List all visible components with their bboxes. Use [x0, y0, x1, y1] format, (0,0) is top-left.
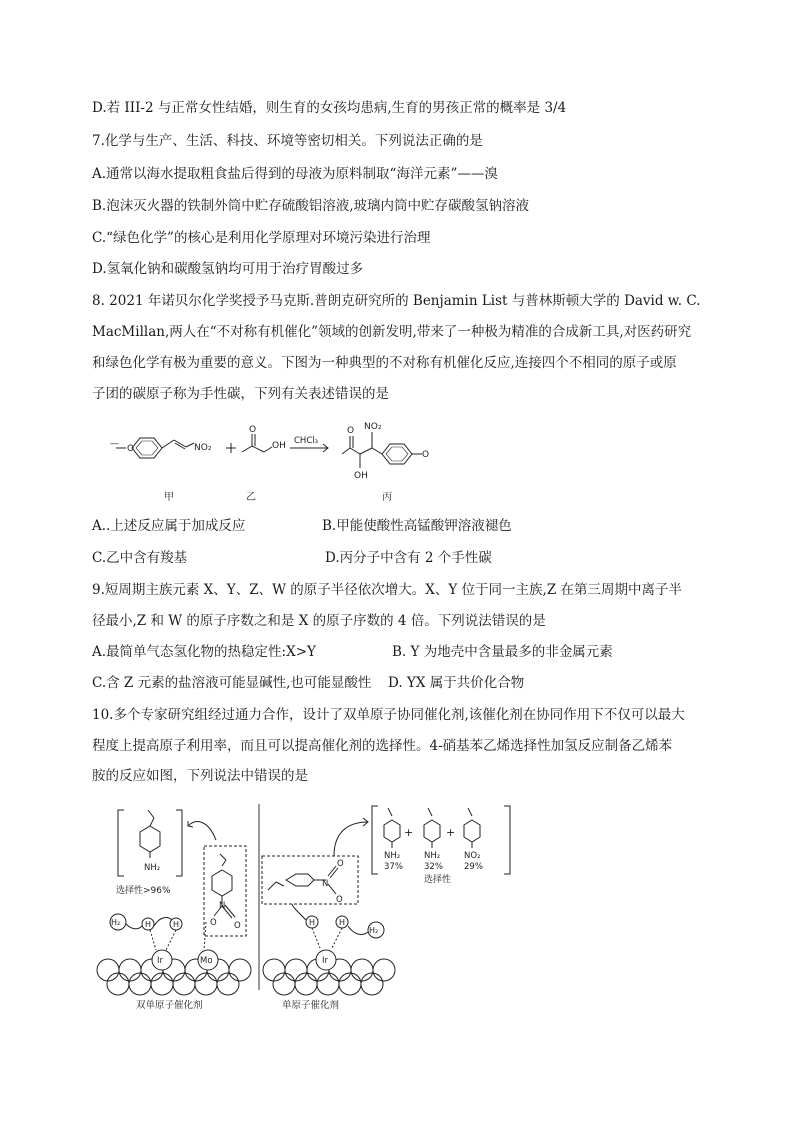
q7-stem: 7.化学与生产、生活、科技、环境等密切相关。下列说法正确的是: [92, 133, 483, 149]
q10-right-pct-1: 37%: [384, 862, 403, 872]
q10-left-nitro-o2: O: [234, 921, 241, 931]
q8-bing-o-label: O: [347, 426, 355, 436]
q8-bing-oh-label: OH: [354, 471, 368, 481]
q9-stem-line-2: 径最小,Z 和 W 的原子序数之和是 X 的原子序数的 4 倍。下列说法错误的是: [92, 613, 546, 629]
q8-jia-no2-label: NO₂: [194, 443, 212, 453]
q10-catalyst-figure: [96, 800, 516, 1015]
q10-right-no2: NO₂: [464, 851, 481, 861]
q10-left-h2: H₂: [111, 918, 121, 927]
q10-left-caption: 双单原子催化剂: [136, 1000, 203, 1011]
q7-option-d: D.氢氧化钠和碳酸氢钠均可用于治疗胃酸过多: [92, 261, 364, 277]
q8-stem-line-2: MacMillan,两人在“不对称有机催化”领域的创新发明,带来了一种极为精准的合成新工具,对医药研究: [92, 324, 692, 340]
q8-label-yi: 乙: [246, 492, 256, 503]
q10-right-caption: 单原子催化剂: [282, 1000, 340, 1011]
q10-left-ir: Ir: [157, 956, 164, 966]
q8-yi-o-label: O: [249, 425, 257, 435]
q8-reaction-figure: [110, 412, 470, 508]
q6-option-d: D.若 III-2 与正常女性结婚，则生育的女孩均患病,生育的男孩正常的概率是 3/4: [92, 100, 567, 116]
q10-right-selectivity: 选择性: [424, 875, 452, 885]
q10-right-pct-3: 29%: [464, 862, 483, 872]
q8-yi-oh-label: OH: [272, 441, 286, 451]
q8-bing-no2-label: NO₂: [364, 422, 382, 432]
q7-option-b: B.泡沫灭火器的铁制外筒中贮存硫酸铝溶液,玻璃内筒中贮存碳酸氢钠溶液: [92, 198, 530, 214]
q7-option-a: A.通常以海水提取粗食盐后得到的母液为原料制取“海洋元素”——溴: [92, 166, 498, 182]
q10-right-h-1: H: [309, 918, 316, 927]
q8-stem-line-3: 和绿色化学有极为重要的意义。下图为一种典型的不对称有机催化反应,连接四个不相同的原子或原: [92, 355, 677, 371]
q10-right-h2: H₂: [369, 926, 379, 935]
q10-right-pct-2: 32%: [424, 862, 443, 872]
q10-right-nitro-n: N: [322, 879, 329, 889]
q10-right-nh2-1: NH₂: [384, 851, 401, 861]
q10-left-nitro-n: N: [219, 901, 226, 911]
q10-right-nitro-o2: O: [336, 895, 343, 905]
q9-option-c: C.含 Z 元素的盐溶液可能显碱性,也可能显酸性: [92, 675, 372, 691]
svg-text:—: —: [110, 439, 119, 449]
q10-stem-line-1: 10.多个专家研究组经过通力合作，设计了双单原子协同催化剂,该催化剂在协同作用下不仅可以最大: [92, 707, 685, 723]
q10-left-nh2: NH₂: [144, 863, 161, 873]
q8-option-d: D.丙分子中含有 2 个手性碳: [325, 550, 492, 566]
q10-left-h-1: H: [145, 920, 152, 929]
q9-option-a: A.最简单气态氢化物的热稳定性:X>Y: [92, 644, 316, 660]
q8-reagent-label: CHCl₃: [294, 436, 319, 446]
q10-right-nitro-o1: O: [337, 859, 344, 869]
q10-stem-line-3: 胺的反应如图，下列说法中错误的是: [92, 768, 308, 784]
q8-jia-o-label: O: [127, 444, 135, 454]
q9-stem-line-1: 9.短周期主族元素 X、Y、Z、W 的原子半径依次增大。X、Y 位于同一主族,Z 在第三周期中离子半: [92, 582, 683, 598]
q8-stem-line-4: 子团的碳原子称为手性碳，下列有关表述错误的是: [92, 386, 389, 402]
q10-right-nh2-2: NH₂: [424, 851, 441, 861]
q9-option-b: B. Y 为地壳中含量最多的非金属元素: [392, 644, 613, 660]
q10-left-h-2: H: [173, 920, 180, 929]
q8-option-a: A..上述反应属于加成反应: [92, 518, 246, 534]
q10-right-h-2: H: [339, 918, 346, 927]
q10-left-selectivity: 选择性>96%: [116, 886, 171, 896]
q10-right-ir: Ir: [322, 956, 329, 966]
q10-right-plus-2: +: [446, 826, 456, 839]
q10-left-mo: Mo: [200, 956, 213, 966]
q10-stem-line-2: 程度上提高原子利用率，而且可以提高催化剂的选择性。4-硝基苯乙烯选择性加氢反应制备乙烯苯: [92, 738, 673, 754]
q8-label-bing: 丙: [382, 492, 392, 503]
q8-option-c: C.乙中含有羧基: [92, 550, 188, 566]
q7-option-c: C.“绿色化学”的核心是利用化学原理对环境污染进行治理: [92, 230, 431, 246]
q10-left-nitro-o1: O: [210, 918, 217, 928]
q8-option-b: B.甲能使酸性高锰酸钾溶液褪色: [322, 518, 512, 534]
q8-label-jia: 甲: [164, 492, 174, 503]
q10-right-plus-1: +: [404, 826, 414, 839]
q8-stem-line-1: 8. 2021 年诺贝尔化学奖授予马克斯.普朗克研究所的 Benjamin List 与普林斯顿大学的 David w. C.: [92, 293, 701, 309]
q8-bing-o2-label: O: [422, 450, 430, 460]
q9-option-d: D. YX 属于共价化合物: [388, 675, 525, 691]
